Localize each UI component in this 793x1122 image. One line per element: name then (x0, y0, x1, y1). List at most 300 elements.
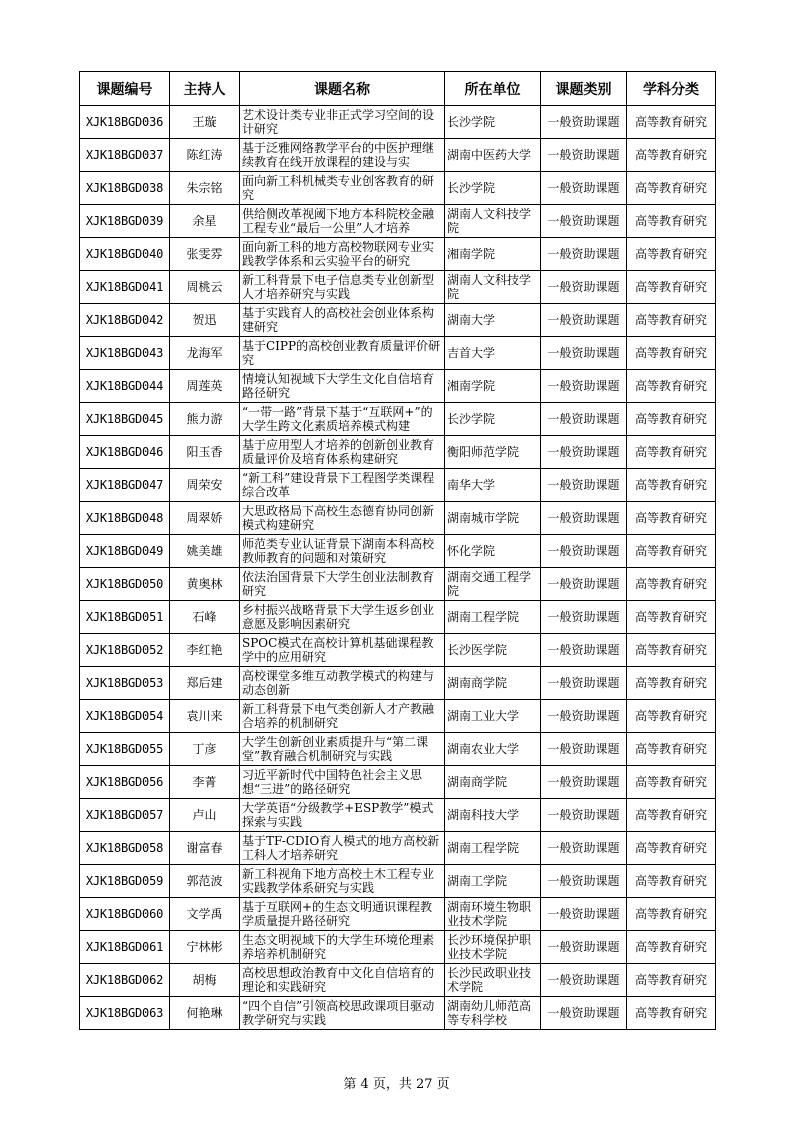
cell-unit-text: 湖南科技大学 (447, 808, 520, 822)
cell-type-text: 一般资助课题 (547, 544, 620, 558)
cell-unit (445, 238, 541, 271)
cell-type-text: 一般资助课题 (547, 874, 620, 888)
cell-host (170, 304, 240, 337)
cell-type-text: 一般资助课题 (547, 973, 620, 987)
cell-type (541, 337, 627, 370)
cell-unit-text: 湖南工程学院 (447, 841, 520, 855)
cell-project-id (80, 370, 170, 403)
cell-host-text: 袁川来 (186, 709, 223, 723)
cell-field-text: 高等教育研究 (634, 412, 707, 426)
cell-title-text: 乡村振兴战略背景下大学生返乡创业意愿及影响因素研究 (242, 603, 435, 631)
cell-unit-text: 湖南商学院 (447, 775, 508, 789)
cell-field (627, 997, 716, 1030)
cell-type (541, 469, 627, 502)
cell-project-id (80, 469, 170, 502)
cell-title-text: 习近平新时代中国特色社会主义思想“三进”的路径研究 (242, 768, 423, 796)
cell-unit-text: 湖南工业大学 (447, 709, 520, 723)
cell-field-text: 高等教育研究 (634, 907, 707, 921)
cell-unit-text: 长沙医学院 (447, 643, 508, 657)
cell-host (170, 337, 240, 370)
cell-field (627, 469, 716, 502)
cell-host-text: 宁林彬 (186, 940, 223, 954)
table-row (80, 568, 716, 601)
cell-field-text: 高等教育研究 (634, 1006, 707, 1020)
cell-type-text: 一般资助课题 (547, 346, 620, 360)
cell-title (240, 436, 445, 469)
cell-type (541, 238, 627, 271)
cell-type-text: 一般资助课题 (547, 907, 620, 921)
cell-project-id-text: XJK18BGD060 (85, 907, 164, 921)
table-row (80, 172, 716, 205)
cell-type-text: 一般资助课题 (547, 214, 620, 228)
cell-unit-text: 湖南工学院 (447, 874, 508, 888)
cell-host-text: 李菁 (192, 775, 217, 789)
cell-title-text: 高校思想政治教育中文化自信培育的理论和实践研究 (242, 966, 435, 994)
cell-type-text: 一般资助课题 (547, 709, 620, 723)
cell-project-id-text: XJK18BGD046 (85, 445, 164, 459)
cell-type-text: 一般资助课题 (547, 676, 620, 690)
cell-project-id-text: XJK18BGD052 (85, 643, 164, 657)
cell-host (170, 799, 240, 832)
cell-host (170, 502, 240, 535)
table-row (80, 832, 716, 865)
table-row (80, 931, 716, 964)
table-row (80, 667, 716, 700)
cell-title-text: 面向新工科机械类专业创客教育的研究 (242, 174, 435, 202)
cell-title (240, 535, 445, 568)
cell-unit-text: 湖南人文科技学院 (447, 207, 532, 235)
cell-title (240, 172, 445, 205)
cell-host (170, 766, 240, 799)
cell-unit (445, 535, 541, 568)
cell-host (170, 667, 240, 700)
cell-type (541, 733, 627, 766)
cell-unit (445, 997, 541, 1030)
cell-field (627, 238, 716, 271)
cell-unit-text: 长沙民政职业技术学院 (447, 966, 532, 994)
cell-project-id-text: XJK18BGD050 (85, 577, 164, 591)
cell-title-text: 师范类专业认证背景下湖南本科高校教师教育的问题和对策研究 (242, 537, 435, 565)
cell-type-text: 一般资助课题 (547, 940, 620, 954)
table-row (80, 469, 716, 502)
cell-project-id-text: XJK18BGD054 (85, 709, 164, 723)
cell-field (627, 931, 716, 964)
table-row (80, 205, 716, 238)
cell-type (541, 667, 627, 700)
header-type: 课题类别 (541, 72, 627, 106)
cell-host-text: 黄奥林 (186, 577, 223, 591)
cell-type-text: 一般资助课题 (547, 247, 620, 261)
cell-unit (445, 172, 541, 205)
cell-title (240, 832, 445, 865)
cell-unit-text: 衡阳师范学院 (447, 445, 520, 459)
cell-type-text: 一般资助课题 (547, 280, 620, 294)
cell-host-text: 周荣安 (186, 478, 223, 492)
cell-type (541, 106, 627, 139)
cell-type (541, 139, 627, 172)
cell-host (170, 898, 240, 931)
cell-type-text: 一般资助课题 (547, 379, 620, 393)
cell-host-text: 何艳琳 (186, 1006, 223, 1020)
cell-unit-text: 湖南交通工程学院 (447, 570, 532, 598)
cell-type (541, 370, 627, 403)
cell-project-id (80, 106, 170, 139)
cell-type (541, 898, 627, 931)
cell-type-text: 一般资助课题 (547, 742, 620, 756)
cell-project-id (80, 832, 170, 865)
cell-host-text: 胡梅 (192, 973, 217, 987)
cell-project-id (80, 667, 170, 700)
cell-unit (445, 337, 541, 370)
cell-field-text: 高等教育研究 (634, 313, 707, 327)
cell-unit (445, 469, 541, 502)
cell-host-text: 陈红涛 (186, 148, 223, 162)
cell-title (240, 568, 445, 601)
cell-host (170, 172, 240, 205)
cell-project-id (80, 931, 170, 964)
cell-unit-text: 长沙学院 (447, 412, 496, 426)
cell-title (240, 898, 445, 931)
cell-unit (445, 766, 541, 799)
cell-title (240, 634, 445, 667)
table-row (80, 370, 716, 403)
cell-type-text: 一般资助课题 (547, 841, 620, 855)
cell-unit (445, 799, 541, 832)
cell-project-id (80, 535, 170, 568)
cell-field-text: 高等教育研究 (634, 874, 707, 888)
table-row (80, 403, 716, 436)
cell-field-text: 高等教育研究 (634, 181, 707, 195)
cell-unit-text: 长沙环境保护职业技术学院 (447, 933, 532, 961)
cell-project-id-text: XJK18BGD061 (85, 940, 164, 954)
cell-title (240, 304, 445, 337)
cell-title-text: 基于TF-CDIO育人模式的地方高校新工科人才培养研究 (242, 834, 440, 862)
cell-type-text: 一般资助课题 (547, 148, 620, 162)
cell-title-text: 基于实践育人的高校社会创业体系构建研究 (242, 306, 435, 334)
cell-project-id-text: XJK18BGD048 (85, 511, 164, 525)
table-row (80, 304, 716, 337)
cell-field (627, 535, 716, 568)
cell-type (541, 832, 627, 865)
cell-project-id (80, 271, 170, 304)
cell-project-id (80, 997, 170, 1030)
cell-title (240, 271, 445, 304)
cell-field-text: 高等教育研究 (634, 346, 707, 360)
cell-title-text: “一带一路”背景下基于“互联网+”的大学生跨文化素质培养模式构建 (242, 405, 433, 433)
cell-type-text: 一般资助课题 (547, 577, 620, 591)
cell-field-text: 高等教育研究 (634, 379, 707, 393)
table-row (80, 898, 716, 931)
cell-title-text: 生态文明视域下的大学生环境伦理素养培养机制研究 (242, 933, 435, 961)
table-row (80, 997, 716, 1030)
table-row (80, 337, 716, 370)
cell-title (240, 964, 445, 997)
cell-field-text: 高等教育研究 (634, 940, 707, 954)
cell-title (240, 139, 445, 172)
cell-host (170, 106, 240, 139)
cell-unit-text: 湖南商学院 (447, 676, 508, 690)
cell-field-text: 高等教育研究 (634, 775, 707, 789)
cell-field (627, 271, 716, 304)
cell-host (170, 370, 240, 403)
cell-field (627, 304, 716, 337)
cell-type (541, 271, 627, 304)
cell-host (170, 535, 240, 568)
cell-project-id-text: XJK18BGD037 (85, 148, 164, 162)
cell-project-id-text: XJK18BGD057 (85, 808, 164, 822)
cell-project-id-text: XJK18BGD045 (85, 412, 164, 426)
cell-unit (445, 667, 541, 700)
cell-field (627, 205, 716, 238)
cell-field (627, 568, 716, 601)
cell-project-id (80, 766, 170, 799)
cell-unit-text: 湖南农业大学 (447, 742, 520, 756)
table-row (80, 436, 716, 469)
cell-unit (445, 700, 541, 733)
cell-host (170, 469, 240, 502)
cell-type-text: 一般资助课题 (547, 412, 620, 426)
cell-field-text: 高等教育研究 (634, 247, 707, 261)
cell-field (627, 601, 716, 634)
cell-type-text: 一般资助课题 (547, 610, 620, 624)
cell-host (170, 997, 240, 1030)
cell-project-id (80, 238, 170, 271)
cell-field-text: 高等教育研究 (634, 676, 707, 690)
cell-unit (445, 601, 541, 634)
cell-title-text: 新工科视角下地方高校土木工程专业实践教学体系研究与实践 (242, 867, 435, 895)
cell-field (627, 502, 716, 535)
cell-type (541, 964, 627, 997)
header-unit: 所在单位 (445, 72, 541, 106)
cell-title-text: “新工科”建设背景下工程图学类课程综合改革 (242, 471, 435, 499)
cell-host (170, 832, 240, 865)
cell-unit (445, 502, 541, 535)
cell-title (240, 205, 445, 238)
cell-type (541, 997, 627, 1030)
cell-project-id (80, 700, 170, 733)
cell-field-text: 高等教育研究 (634, 115, 707, 129)
cell-field-text: 高等教育研究 (634, 478, 707, 492)
page-footer: 第 4 页，共 27 页 (343, 1077, 450, 1092)
cell-title-text: 高校课堂多维互动教学模式的构建与动态创新 (242, 669, 435, 697)
cell-type-text: 一般资助课题 (547, 478, 620, 492)
cell-unit-text: 长沙学院 (447, 115, 496, 129)
cell-title (240, 997, 445, 1030)
cell-unit-text: 湖南环境生物职业技术学院 (447, 900, 532, 928)
cell-type (541, 403, 627, 436)
cell-title-text: 面向新工科的地方高校物联网专业实践教学体系和云实验平台的研究 (242, 240, 435, 268)
cell-host (170, 931, 240, 964)
cell-field-text: 高等教育研究 (634, 511, 707, 525)
cell-host-text: 朱宗铭 (186, 181, 223, 195)
cell-project-id (80, 403, 170, 436)
cell-host-text: 卢山 (192, 808, 217, 822)
cell-host-text: 郑后建 (186, 676, 223, 690)
cell-unit-text: 怀化学院 (447, 544, 496, 558)
cell-title (240, 799, 445, 832)
cell-title (240, 106, 445, 139)
cell-field (627, 799, 716, 832)
table-row (80, 106, 716, 139)
cell-project-id (80, 964, 170, 997)
cell-host (170, 865, 240, 898)
cell-field (627, 337, 716, 370)
cell-field (627, 634, 716, 667)
cell-type-text: 一般资助课题 (547, 313, 620, 327)
cell-title (240, 931, 445, 964)
header-host: 主持人 (170, 72, 240, 106)
cell-unit (445, 931, 541, 964)
cell-host-text: 石峰 (192, 610, 217, 624)
cell-project-id-text: XJK18BGD042 (85, 313, 164, 327)
cell-unit (445, 304, 541, 337)
cell-title-text: 新工科背景下电气类创新人才产教融合培养的机制研究 (242, 702, 435, 730)
cell-unit (445, 733, 541, 766)
cell-project-id (80, 304, 170, 337)
cell-field-text: 高等教育研究 (634, 577, 707, 591)
cell-field (627, 403, 716, 436)
cell-unit-text: 湘南学院 (447, 379, 496, 393)
cell-unit-text: 南华大学 (447, 478, 496, 492)
cell-title-text: 供给侧改革视阈下地方本科院校金融工程专业“最后一公里”人才培养 (242, 207, 435, 235)
cell-type (541, 865, 627, 898)
cell-host-text: 贺迅 (192, 313, 217, 327)
cell-field (627, 667, 716, 700)
cell-host-text: 周莲英 (186, 379, 223, 393)
cell-host-text: 谢富春 (186, 841, 223, 855)
cell-title (240, 865, 445, 898)
cell-title-text: “四个自信”引领高校思政课项目驱动教学研究与实践 (242, 999, 435, 1027)
cell-project-id-text: XJK18BGD062 (85, 973, 164, 987)
cell-type-text: 一般资助课题 (547, 643, 620, 657)
cell-host-text: 周桃云 (186, 280, 223, 294)
cell-unit-text: 湘南学院 (447, 247, 496, 261)
cell-host (170, 436, 240, 469)
cell-project-id (80, 436, 170, 469)
cell-field-text: 高等教育研究 (634, 643, 707, 657)
cell-type (541, 172, 627, 205)
cell-type (541, 436, 627, 469)
cell-field (627, 964, 716, 997)
cell-field (627, 700, 716, 733)
cell-project-id-text: XJK18BGD056 (85, 775, 164, 789)
cell-host-text: 余星 (192, 214, 217, 228)
cell-type (541, 601, 627, 634)
cell-project-id-text: XJK18BGD041 (85, 280, 164, 294)
cell-project-id (80, 568, 170, 601)
cell-unit (445, 403, 541, 436)
cell-project-id (80, 733, 170, 766)
cell-title (240, 337, 445, 370)
cell-host (170, 964, 240, 997)
cell-field-text: 高等教育研究 (634, 709, 707, 723)
cell-unit (445, 139, 541, 172)
cell-title (240, 469, 445, 502)
table-row (80, 238, 716, 271)
cell-project-id (80, 337, 170, 370)
cell-type (541, 634, 627, 667)
cell-type (541, 535, 627, 568)
cell-type-text: 一般资助课题 (547, 181, 620, 195)
cell-host-text: 周翠娇 (186, 511, 223, 525)
table-row (80, 766, 716, 799)
cell-project-id (80, 898, 170, 931)
table-row (80, 799, 716, 832)
cell-type (541, 502, 627, 535)
cell-project-id-text: XJK18BGD038 (85, 181, 164, 195)
cell-project-id (80, 205, 170, 238)
cell-unit (445, 898, 541, 931)
cell-host-text: 丁彦 (192, 742, 217, 756)
cell-host (170, 205, 240, 238)
cell-title-text: 大学英语“分级教学+ESP教学”模式探索与实践 (242, 801, 434, 829)
cell-unit-text: 湖南城市学院 (447, 511, 520, 525)
cell-title (240, 238, 445, 271)
cell-field-text: 高等教育研究 (634, 544, 707, 558)
cell-unit (445, 964, 541, 997)
cell-field (627, 172, 716, 205)
cell-unit (445, 271, 541, 304)
cell-title (240, 766, 445, 799)
cell-project-id-text: XJK18BGD063 (85, 1006, 164, 1020)
cell-field (627, 766, 716, 799)
cell-field (627, 436, 716, 469)
cell-title (240, 733, 445, 766)
cell-field (627, 898, 716, 931)
cell-title-text: 艺术设计类专业非正式学习空间的设计研究 (242, 108, 435, 136)
cell-title (240, 370, 445, 403)
cell-field-text: 高等教育研究 (634, 445, 707, 459)
cell-project-id-text: XJK18BGD055 (85, 742, 164, 756)
table-row (80, 964, 716, 997)
cell-type (541, 568, 627, 601)
cell-project-id-text: XJK18BGD047 (85, 478, 164, 492)
cell-field-text: 高等教育研究 (634, 973, 707, 987)
cell-unit-text: 湖南人文科技学院 (447, 273, 532, 301)
cell-host-text: 王璇 (192, 115, 217, 129)
cell-type-text: 一般资助课题 (547, 445, 620, 459)
cell-project-id (80, 601, 170, 634)
cell-unit (445, 436, 541, 469)
cell-type (541, 700, 627, 733)
table-header-row (80, 72, 716, 106)
cell-host (170, 634, 240, 667)
cell-host-text: 李红艳 (186, 643, 223, 657)
table-row (80, 601, 716, 634)
cell-field-text: 高等教育研究 (634, 214, 707, 228)
cell-unit-text: 湖南大学 (447, 313, 496, 327)
table-row (80, 139, 716, 172)
header-id: 课题编号 (80, 72, 170, 106)
cell-title (240, 502, 445, 535)
cell-title (240, 700, 445, 733)
cell-project-id-text: XJK18BGD044 (85, 379, 164, 393)
cell-title-text: 基于泛雅网络教学平台的中医护理继续教育在线开放课程的建设与实 (242, 141, 435, 169)
cell-host-text: 姚美雄 (186, 544, 223, 558)
cell-type (541, 304, 627, 337)
cell-host (170, 271, 240, 304)
cell-host (170, 601, 240, 634)
cell-type (541, 205, 627, 238)
cell-type-text: 一般资助课题 (547, 808, 620, 822)
cell-host (170, 700, 240, 733)
cell-project-id-text: XJK18BGD040 (85, 247, 164, 261)
cell-project-id-text: XJK18BGD043 (85, 346, 164, 360)
cell-field (627, 733, 716, 766)
cell-host (170, 733, 240, 766)
cell-title-text: 依法治国背景下大学生创业法制教育研究 (242, 570, 435, 598)
table-row (80, 502, 716, 535)
